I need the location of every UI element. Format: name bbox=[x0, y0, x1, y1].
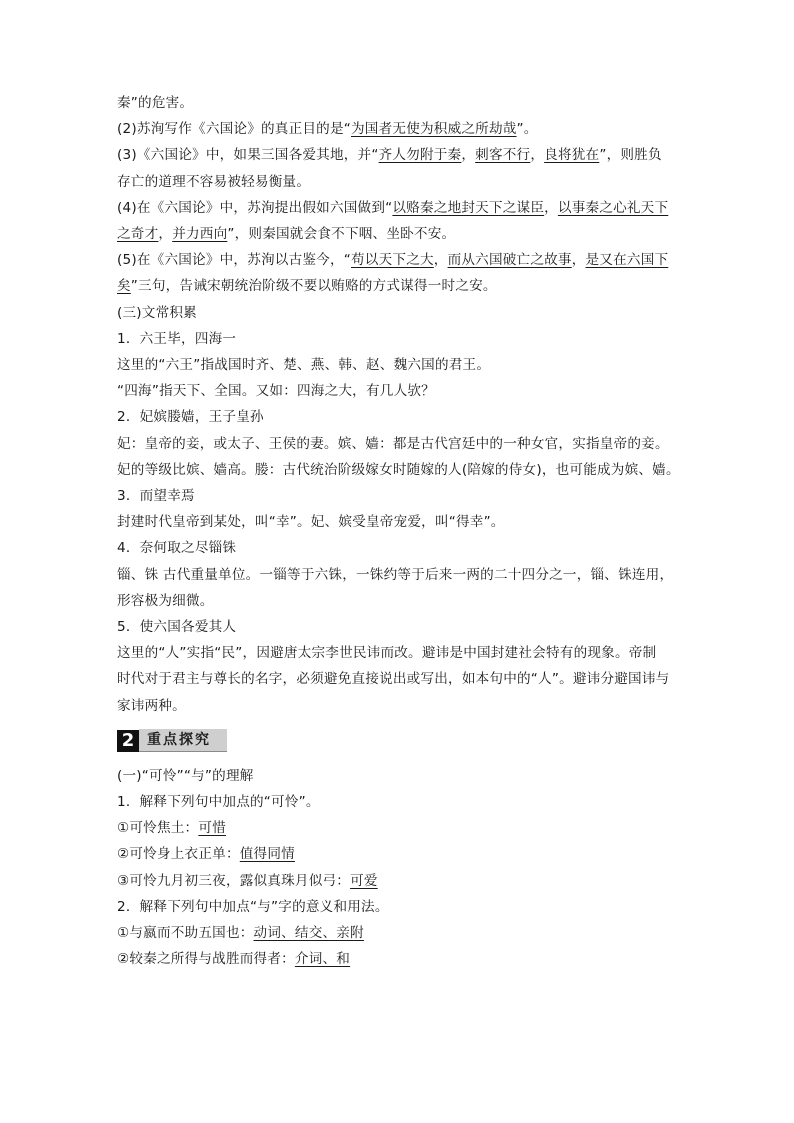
answer-line bbox=[117, 841, 680, 867]
text-line bbox=[117, 247, 680, 273]
text-line bbox=[117, 142, 680, 168]
paragraph-line: 这里的“六王”指战国时齐、楚、燕、韩、赵、魏六国的君王。 bbox=[117, 357, 491, 374]
question-line: 2．解释下列句中加点“与”字的意义和用法。 bbox=[117, 898, 389, 915]
paragraph-line: 时代对于君主与尊长的名字，必须避免直接说出或写出，如本句中的“人”。避讳分避国讳与 bbox=[117, 671, 670, 688]
document-page bbox=[117, 90, 680, 973]
text-span: 存亡的道理不容易被轻易衡量。 bbox=[117, 173, 311, 190]
text-span: (3)《六国论》中，如果三国各爱其地，并“ bbox=[117, 147, 379, 164]
text-span: ， bbox=[433, 252, 448, 269]
text-span: ③可怜九月初三夜，露似真珠月似弓： bbox=[117, 872, 351, 889]
text-span: 秦”的危害。 bbox=[117, 95, 194, 111]
answer-underlined: 是又在六国下 bbox=[585, 252, 669, 269]
text-span: ， bbox=[544, 199, 558, 216]
culture-knowledge-block bbox=[117, 300, 680, 719]
text-line bbox=[117, 90, 680, 116]
paragraph-line: 锱、铢 古代重量单位。一锱等于六铢，一铢约等于后来一两的二十四分之一，锱、铢连用， bbox=[117, 566, 674, 583]
text-span: ”，则秦国就会食不下咽、坐卧不安。 bbox=[227, 226, 456, 243]
answer-underlined: 之奇才 bbox=[117, 226, 159, 243]
text-span: ①与嬴而不助五国也： bbox=[117, 925, 254, 942]
answer-underlined: 刺客不行 bbox=[475, 147, 531, 164]
text-span: (5)在《六国论》中，苏洵以古鉴今，“ bbox=[117, 252, 352, 269]
paragraph-line: 封建时代皇帝到某处，叫“幸”。妃、嫔受皇帝宠爱，叫“得幸”。 bbox=[117, 514, 505, 531]
answer-underlined: 并力西向 bbox=[172, 226, 228, 243]
answer-underlined: 为国者无使为积威之所劫哉 bbox=[351, 121, 517, 138]
text-span: ②较秦之所得与战胜而得者： bbox=[117, 951, 295, 968]
paragraph-line: “四海”指天下、全国。又如：四海之大，有几人欤？ bbox=[117, 383, 435, 400]
text-span: ”。 bbox=[516, 121, 538, 138]
text-line bbox=[117, 116, 680, 142]
paragraph-line: 形容极为细微。 bbox=[117, 592, 214, 609]
item-title: 2．妃嫔媵嫱，王子皇孙 bbox=[117, 409, 264, 426]
answer-line bbox=[117, 868, 680, 894]
answer-underlined: 齐人勿附于秦 bbox=[378, 147, 462, 164]
text-span: (4)在《六国论》中，苏洵提出假如六国做到“ bbox=[117, 199, 393, 216]
text-span: ②可怜身上衣正单： bbox=[117, 846, 240, 863]
answer-line bbox=[117, 946, 680, 972]
answer-underlined: 可惜 bbox=[198, 820, 226, 837]
text-span: ”，则胜负 bbox=[599, 147, 662, 164]
text-line bbox=[117, 273, 680, 299]
answer-underlined: 值得同情 bbox=[239, 846, 295, 863]
answer-underlined: 以赂秦之地封天下之谋臣 bbox=[392, 199, 545, 216]
subsection-heading: (三)文常积累 bbox=[117, 304, 197, 321]
answer-underlined: 动词、结交、亲附 bbox=[253, 925, 364, 942]
answer-line bbox=[117, 815, 680, 841]
paragraph-line: 这里的“人”实指“民”，因避唐太宗李世民讳而改。避讳是中国封建社会特有的现象。帝制 bbox=[117, 645, 657, 662]
key-exploration-block bbox=[117, 763, 680, 973]
item-title: 4．奈何取之尽锱铢 bbox=[117, 540, 237, 557]
text-span: ”三句，告诫宋朝统治阶级不要以贿赂的方式谋得一时之安。 bbox=[130, 278, 497, 295]
text-span: ， bbox=[158, 226, 173, 243]
paragraph-line: 家讳两种。 bbox=[117, 697, 186, 714]
section-header bbox=[117, 728, 680, 754]
subsection-heading: (一)“可怜”“与”的理解 bbox=[117, 767, 254, 784]
fill-in-answers-block bbox=[117, 90, 680, 300]
paragraph-line: 妃的等级比嫔、嫱高。媵：古代统治阶级嫁女时随嫁的人(陪嫁的侍女)，也可能成为嫔、嫱。 bbox=[117, 461, 680, 478]
text-span: ， bbox=[571, 252, 586, 269]
answer-underlined: 矣 bbox=[117, 278, 131, 295]
text-line bbox=[117, 169, 680, 195]
item-title: 3．而望幸焉 bbox=[117, 488, 195, 505]
answer-underlined: 可爱 bbox=[350, 872, 378, 889]
item-title: 5．使六国各爱其人 bbox=[117, 619, 237, 636]
text-span: (2)苏洵写作《六国论》的真正目的是“ bbox=[117, 121, 352, 138]
answer-underlined: 介词、和 bbox=[294, 951, 351, 968]
section-title: 重点探究 bbox=[139, 729, 227, 752]
answer-underlined: 良将犹在 bbox=[544, 147, 600, 164]
text-span: ①可怜焦土： bbox=[117, 820, 199, 837]
question-line: 1．解释下列句中加点的“可怜”。 bbox=[117, 794, 320, 811]
item-title: 1．六王毕，四海一 bbox=[117, 330, 237, 347]
paragraph-line: 妃：皇帝的妾，或太子、王侯的妻。嫔、嫱：都是古代宫廷中的一种女官，实指皇帝的妾。 bbox=[117, 435, 669, 452]
answer-underlined: 苟以天下之大 bbox=[351, 252, 434, 269]
section-number-badge: 2 bbox=[117, 730, 139, 752]
text-line bbox=[117, 221, 680, 247]
answer-line bbox=[117, 920, 680, 946]
answer-underlined: 以事秦之心礼天下 bbox=[557, 199, 669, 216]
answer-underlined: 而从六国破亡之故事 bbox=[447, 252, 572, 269]
text-span: ， bbox=[461, 147, 476, 164]
text-span: ， bbox=[530, 147, 545, 164]
text-line bbox=[117, 195, 680, 221]
